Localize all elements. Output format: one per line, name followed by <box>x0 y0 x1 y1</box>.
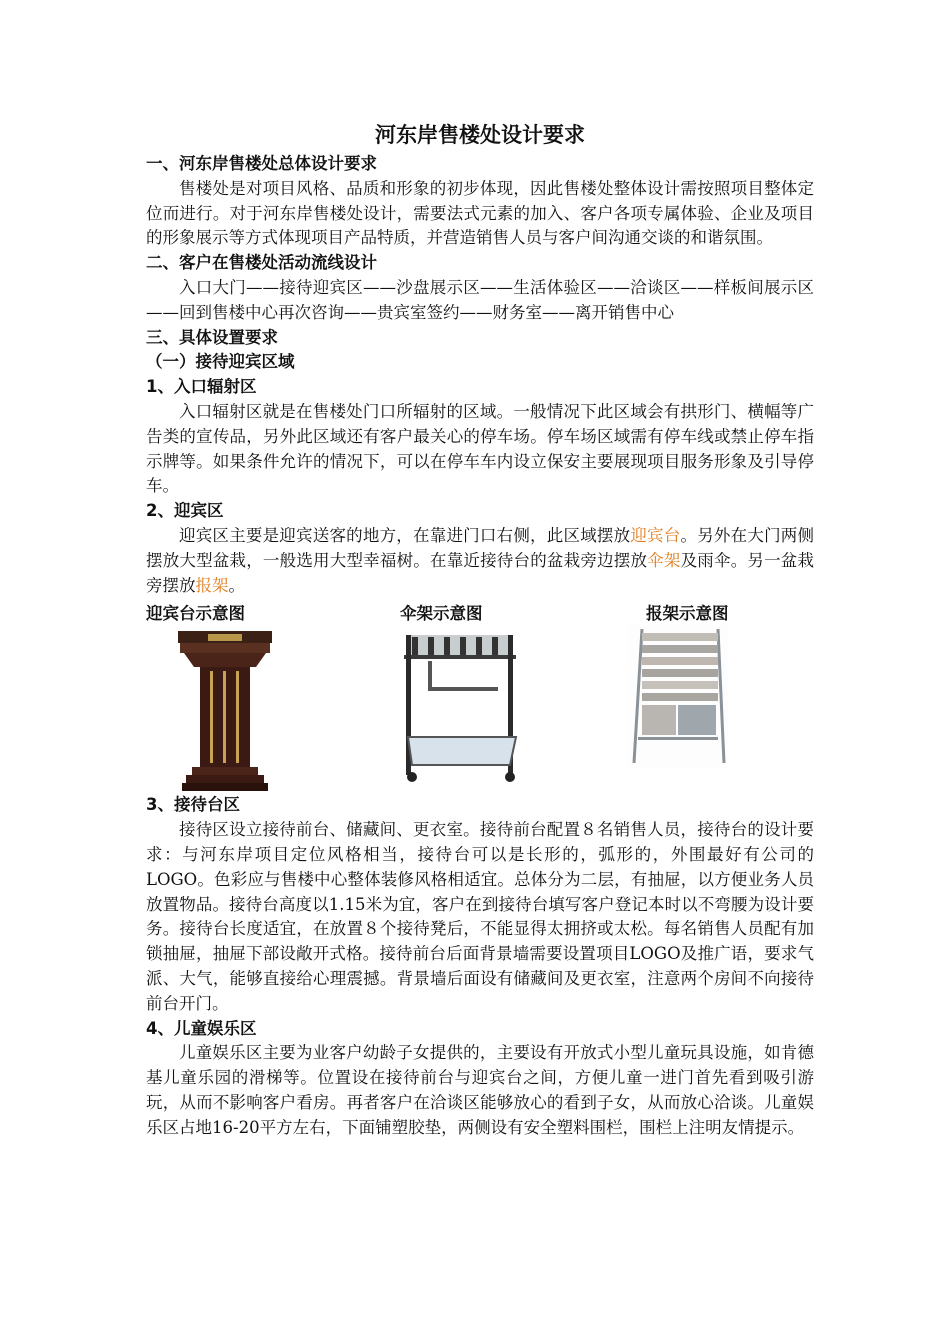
item-body-reception-desk: 接待区设立接待前台、储藏间、更衣室。接待前台配置８名销售人员，接待台的设计要求：与河东岸项目定位风格相当，接待台可以是长形的，弧形的，外围最好有公司的LOGO。色彩应与售楼中心整体装修风格相适宜。总体分为二层，有抽屉，以方便业务人员放置物品。接待台高度以1.15米为宜，客户在到接待台填写客户登记本时以不弯腰为设计要务。接待台长度适宜，在放置８个接待凳后，不能显得太拥挤或太松。每名销售人员配有加锁抽屉，抽屉下部设敞开式格。接待前台后面背景墙需要设置项目LOGO及推广语，要求气派、大气，能够直接给心理震撼。背景墙后面设有储藏间及更衣室，注意两个房间不向接待前台开门。 <box>146 820 814 1013</box>
welcome-desk-link[interactable]: 迎宾台 <box>630 525 681 545</box>
caption-newspaper-rack: 报架示意图 <box>646 603 729 623</box>
welcome-text-c: 及雨伞。另一盆栽旁摆放 <box>146 550 815 595</box>
page-title: 河东岸售楼处设计要求 <box>375 123 585 147</box>
item-body-kids-area: 儿童娱乐区主要为业客户幼龄子女提供的，主要设有开放式小型儿童玩具设施，如肯德基儿童乐园的滑梯等。位置设在接待前台与迎宾台之间，方便儿童一进门首先看到吸引游玩，从而不影响客户看房。再者客户在洽谈区能够放心的看到子女，从而放心洽谈。儿童娱乐区占地16-20平方左右，下面铺塑胶垫，两侧设有安全塑料围栏，围栏上注明友情提示。 <box>146 1043 814 1137</box>
section-heading-1: 一、河东岸售楼处总体设计要求 <box>146 154 377 173</box>
caption-umbrella-stand: 伞架示意图 <box>400 603 483 623</box>
document-page <box>146 118 814 1141</box>
item-body-entrance: 入口辐射区就是在售楼处门口所辐射的区域。一般情况下此区域会有拱形门、横幅等广告类的宣传品，另外此区域还有客户最关心的停车场。停车场区域需有停车线或禁止停车指示牌等。如果条件允许的情况下，可以在停车车内设立保安主要展现项目服务形象及引导停车。 <box>146 401 814 496</box>
welcome-desk-image <box>170 625 280 793</box>
item-heading-entrance: 1、入口辐射区 <box>146 377 257 397</box>
item-body-welcome <box>146 524 814 598</box>
umbrella-stand-link[interactable]: 伞架 <box>647 550 681 570</box>
welcome-text-b: 。另外在大门两侧摆放大型盆栽，一般选用大型幸福树。在靠近接待台的盆栽旁边摆放 <box>146 525 815 570</box>
caption-welcome-desk: 迎宾台示意图 <box>146 603 245 623</box>
item-heading-kids-area: 4、儿童娱乐区 <box>146 1018 257 1038</box>
welcome-text-d: 。 <box>228 575 245 595</box>
section-body-2: 入口大门——接待迎宾区——沙盘展示区——生活体验区——洽谈区——样板间展示区——回到售楼中心再次咨询——贵宾室签约——财务室——离开销售中心 <box>146 277 814 322</box>
umbrella-stand-image <box>398 625 528 793</box>
newspaper-rack-image <box>628 625 728 769</box>
subsection-heading-reception: （一）接待迎宾区域 <box>146 352 295 372</box>
figure-row <box>146 625 814 793</box>
section-body-1: 售楼处是对项目风格、品质和形象的初步体现，因此售楼处整体设计需按照项目整体定位而进行。对于河东岸售楼处设计，需要法式元素的加入、客户各项专属体验、企业及项目的形象展示等方式体现项目产品特质，并营造销售人员与客户间沟通交谈的和谐氛围。 <box>146 178 814 248</box>
newspaper-rack-link[interactable]: 报架 <box>195 575 229 595</box>
section-heading-3: 三、具体设置要求 <box>146 327 278 347</box>
item-heading-reception-desk: 3、接待台区 <box>146 795 240 815</box>
section-heading-2: 二、客户在售楼处活动流线设计 <box>146 253 377 273</box>
figure-captions <box>146 598 814 625</box>
item-heading-welcome: 2、迎宾区 <box>146 501 224 521</box>
welcome-text-a: 迎宾区主要是迎宾送客的地方，在靠进门口右侧，此区域摆放 <box>179 525 631 545</box>
